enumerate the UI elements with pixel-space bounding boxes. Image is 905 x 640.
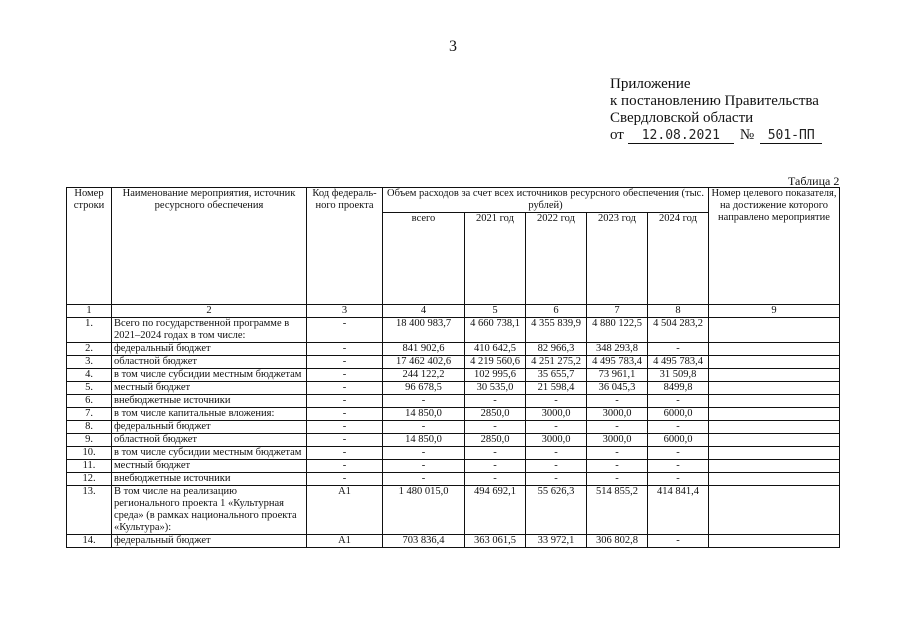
header-code: Код федераль-ного проекта	[307, 188, 383, 305]
appendix-block	[610, 76, 822, 144]
row-name: федеральный бюджет	[112, 535, 307, 548]
row-number: 5.	[67, 382, 112, 395]
row-2023: 3000,0	[587, 408, 648, 421]
row-number: 11.	[67, 460, 112, 473]
row-2022: 4 251 275,2	[526, 356, 587, 369]
appendix-title: Приложение	[610, 76, 691, 92]
row-number: 6.	[67, 395, 112, 408]
row-name: внебюджетные источники	[112, 395, 307, 408]
row-total: 1 480 015,0	[383, 486, 465, 535]
row-2024: -	[648, 447, 709, 460]
row-code: -	[307, 395, 383, 408]
row-target	[709, 535, 840, 548]
table-row	[67, 473, 840, 486]
row-2022: -	[526, 395, 587, 408]
header-2023: 2023 год	[587, 213, 648, 305]
row-2024: -	[648, 421, 709, 434]
col-num-9: 9	[709, 305, 840, 318]
col-num-7: 7	[587, 305, 648, 318]
row-target	[709, 343, 840, 356]
row-name: областной бюджет	[112, 434, 307, 447]
row-2024: 414 841,4	[648, 486, 709, 535]
row-2022: -	[526, 447, 587, 460]
row-2022: -	[526, 460, 587, 473]
table-row	[67, 535, 840, 548]
row-2024: -	[648, 535, 709, 548]
row-code: -	[307, 408, 383, 421]
row-target	[709, 486, 840, 535]
table-row	[67, 382, 840, 395]
row-number: 9.	[67, 434, 112, 447]
page-number: 3	[449, 38, 457, 55]
row-number: 10.	[67, 447, 112, 460]
row-2024: 4 504 283,2	[648, 318, 709, 343]
row-name: в том числе субсидии местным бюджетам	[112, 447, 307, 460]
row-number: 7.	[67, 408, 112, 421]
row-code: -	[307, 473, 383, 486]
table-row	[67, 369, 840, 382]
row-number: 13.	[67, 486, 112, 535]
row-target	[709, 369, 840, 382]
row-total: 14 850,0	[383, 408, 465, 421]
row-code: -	[307, 318, 383, 343]
row-code: А1	[307, 535, 383, 548]
row-2021: 363 061,5	[465, 535, 526, 548]
col-num-8: 8	[648, 305, 709, 318]
appendix-line-3: Свердловской области	[610, 110, 754, 126]
row-2023: -	[587, 473, 648, 486]
decree-date: 12.08.2021	[628, 129, 734, 144]
row-2024: 31 509,8	[648, 369, 709, 382]
row-code: -	[307, 460, 383, 473]
row-2021: 102 995,6	[465, 369, 526, 382]
col-num-5: 5	[465, 305, 526, 318]
row-total: 96 678,5	[383, 382, 465, 395]
row-total: -	[383, 421, 465, 434]
row-2021: -	[465, 460, 526, 473]
row-total: 17 462 402,6	[383, 356, 465, 369]
row-target	[709, 318, 840, 343]
row-target	[709, 421, 840, 434]
table-row	[67, 460, 840, 473]
row-2023: -	[587, 447, 648, 460]
row-code: -	[307, 434, 383, 447]
row-2023: -	[587, 421, 648, 434]
col-num-3: 3	[307, 305, 383, 318]
row-2021: -	[465, 421, 526, 434]
appendix-date-row	[610, 127, 822, 144]
row-code: -	[307, 343, 383, 356]
row-2024: -	[648, 395, 709, 408]
table-row	[67, 343, 840, 356]
row-2021: 2850,0	[465, 408, 526, 421]
row-target	[709, 434, 840, 447]
row-code: -	[307, 356, 383, 369]
row-2023: 3000,0	[587, 434, 648, 447]
column-number-row	[67, 305, 840, 318]
table-row	[67, 395, 840, 408]
row-2024: 6000,0	[648, 434, 709, 447]
row-2024: 6000,0	[648, 408, 709, 421]
row-name: В том числе на реализацию регионального проекта 1 «Культурная среда» (в рамках национального проекта «Культура»):	[112, 486, 307, 535]
row-total: 841 902,6	[383, 343, 465, 356]
row-target	[709, 447, 840, 460]
row-2022: 21 598,4	[526, 382, 587, 395]
row-total: -	[383, 460, 465, 473]
row-2022: -	[526, 421, 587, 434]
header-2021: 2021 год	[465, 213, 526, 305]
row-total: -	[383, 473, 465, 486]
row-name: областной бюджет	[112, 356, 307, 369]
header-row-number: Номер строки	[67, 188, 112, 305]
row-name: местный бюджет	[112, 382, 307, 395]
col-num-4: 4	[383, 305, 465, 318]
row-total: 703 836,4	[383, 535, 465, 548]
row-target	[709, 395, 840, 408]
row-2021: 4 660 738,1	[465, 318, 526, 343]
row-number: 12.	[67, 473, 112, 486]
row-target	[709, 408, 840, 421]
row-target	[709, 382, 840, 395]
number-label: №	[739, 127, 755, 143]
row-name: местный бюджет	[112, 460, 307, 473]
row-2022: 33 972,1	[526, 535, 587, 548]
row-2023: 348 293,8	[587, 343, 648, 356]
row-number: 4.	[67, 369, 112, 382]
row-name: федеральный бюджет	[112, 343, 307, 356]
col-num-2: 2	[112, 305, 307, 318]
row-total: -	[383, 395, 465, 408]
row-total: 244 122,2	[383, 369, 465, 382]
row-2023: -	[587, 395, 648, 408]
row-2023: 306 802,8	[587, 535, 648, 548]
table-row	[67, 421, 840, 434]
table-row	[67, 408, 840, 421]
row-target	[709, 473, 840, 486]
row-2023: 514 855,2	[587, 486, 648, 535]
table-row	[67, 434, 840, 447]
col-num-1: 1	[67, 305, 112, 318]
expenditure-table	[66, 187, 840, 548]
row-number: 8.	[67, 421, 112, 434]
row-name: федеральный бюджет	[112, 421, 307, 434]
row-code: -	[307, 369, 383, 382]
row-total: -	[383, 447, 465, 460]
row-2022: 55 626,3	[526, 486, 587, 535]
row-2021: -	[465, 395, 526, 408]
row-number: 3.	[67, 356, 112, 369]
row-total: 14 850,0	[383, 434, 465, 447]
row-2021: -	[465, 473, 526, 486]
table-row	[67, 356, 840, 369]
row-2022: 82 966,3	[526, 343, 587, 356]
appendix-line-2: к постановлению Правительства	[610, 93, 819, 109]
row-2023: 73 961,1	[587, 369, 648, 382]
row-2021: 410 642,5	[465, 343, 526, 356]
header-2024: 2024 год	[648, 213, 709, 305]
row-number: 2.	[67, 343, 112, 356]
row-2024: -	[648, 343, 709, 356]
from-label: от	[610, 127, 624, 143]
row-number: 14.	[67, 535, 112, 548]
row-2021: 30 535,0	[465, 382, 526, 395]
row-2024: -	[648, 473, 709, 486]
row-2023: -	[587, 460, 648, 473]
row-2024: 4 495 783,4	[648, 356, 709, 369]
header-target: Номер целевого показателя, на достижение которого направлено мероприятие	[709, 188, 840, 305]
header-volume: Объем расходов за счет всех источников ресурсного обеспечения (тыс. рублей)	[383, 188, 709, 213]
row-2021: -	[465, 447, 526, 460]
row-2022: -	[526, 473, 587, 486]
table-label: Таблица 2	[788, 174, 840, 188]
row-name: Всего по государственной программе в 2021–2024 годах в том числе:	[112, 318, 307, 343]
row-2022: 35 655,7	[526, 369, 587, 382]
row-2022: 4 355 839,9	[526, 318, 587, 343]
header-name: Наименование мероприятия, источник ресурсного обеспечения	[112, 188, 307, 305]
row-2023: 4 880 122,5	[587, 318, 648, 343]
row-code: -	[307, 421, 383, 434]
row-2021: 494 692,1	[465, 486, 526, 535]
col-num-6: 6	[526, 305, 587, 318]
row-code: -	[307, 447, 383, 460]
row-2021: 4 219 560,6	[465, 356, 526, 369]
row-total: 18 400 983,7	[383, 318, 465, 343]
decree-number: 501-ПП	[760, 129, 822, 144]
row-2022: 3000,0	[526, 434, 587, 447]
row-2021: 2850,0	[465, 434, 526, 447]
row-code: -	[307, 382, 383, 395]
row-name: в том числе капитальные вложения:	[112, 408, 307, 421]
row-target	[709, 356, 840, 369]
row-code: А1	[307, 486, 383, 535]
row-name: внебюджетные источники	[112, 473, 307, 486]
table-row	[67, 486, 840, 535]
row-number: 1.	[67, 318, 112, 343]
row-2022: 3000,0	[526, 408, 587, 421]
row-2023: 36 045,3	[587, 382, 648, 395]
table-row	[67, 318, 840, 343]
row-2023: 4 495 783,4	[587, 356, 648, 369]
row-2024: 8499,8	[648, 382, 709, 395]
header-total: всего	[383, 213, 465, 305]
row-name: в том числе субсидии местным бюджетам	[112, 369, 307, 382]
row-2024: -	[648, 460, 709, 473]
row-target	[709, 460, 840, 473]
header-2022: 2022 год	[526, 213, 587, 305]
table-row	[67, 447, 840, 460]
